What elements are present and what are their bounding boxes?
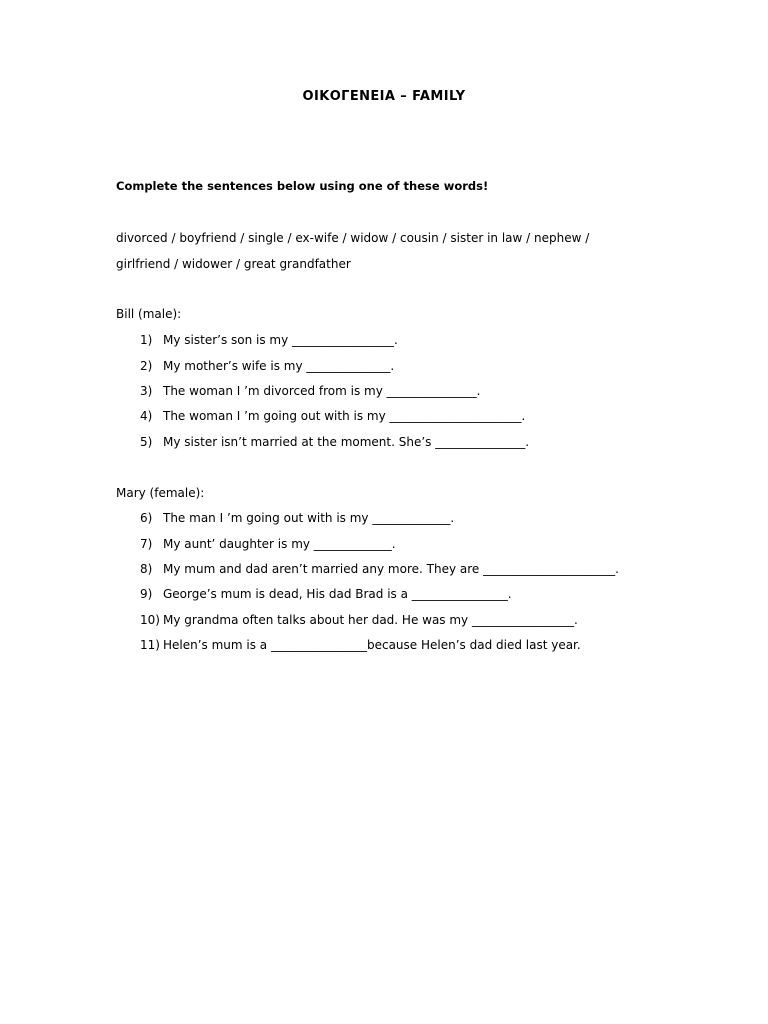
item-sentence: The woman I ’m divorced from is my _______________. — [163, 384, 481, 398]
word-bank-line-1: divorced / boyfriend / single / ex-wife / widow / cousin / sister in law / nephew / — [116, 231, 590, 245]
bill-section-label: Bill (male): — [116, 307, 182, 321]
exercise-item-11 — [140, 638, 581, 652]
item-sentence: My mother’s wife is my ______________. — [163, 359, 395, 373]
exercise-item-5 — [140, 435, 529, 449]
mary-section-label: Mary (female): — [116, 486, 205, 500]
item-number: 10) — [140, 613, 160, 627]
item-number: 6) — [140, 511, 153, 525]
item-number: 1) — [140, 333, 153, 347]
item-number: 8) — [140, 562, 153, 576]
item-sentence: My grandma often talks about her dad. He was my _________________. — [163, 613, 578, 627]
item-sentence: My mum and dad aren’t married any more. They are ______________________. — [163, 562, 619, 576]
item-number: 5) — [140, 435, 153, 449]
item-sentence: Helen’s mum is a ________________because Helen’s dad died last year. — [163, 638, 581, 652]
exercise-item-9 — [140, 587, 512, 601]
item-sentence: George’s mum is dead, His dad Brad is a ________________. — [163, 587, 512, 601]
item-number: 7) — [140, 537, 153, 551]
exercise-item-8 — [140, 562, 619, 576]
item-sentence: My aunt’ daughter is my _____________. — [163, 537, 396, 551]
exercise-item-6 — [140, 511, 454, 525]
exercise-item-10 — [140, 613, 578, 627]
item-sentence: The man I ’m going out with is my _____________. — [163, 511, 455, 525]
item-sentence: The woman I ’m going out with is my ______________________. — [163, 409, 526, 423]
exercise-item-7 — [140, 537, 396, 551]
exercise-item-2 — [140, 359, 394, 373]
item-sentence: My sister isn’t married at the moment. She’s _______________. — [163, 435, 530, 449]
word-bank-line-2: girlfriend / widower / great grandfather — [116, 257, 351, 271]
item-number: 3) — [140, 384, 153, 398]
item-number: 9) — [140, 587, 153, 601]
exercise-item-4 — [140, 409, 525, 423]
exercise-item-3 — [140, 384, 480, 398]
page-title: ΟΙΚΟΓΕΝΕΙΑ – FAMILY — [302, 89, 466, 104]
instruction-text: Complete the sentences below using one of these words! — [116, 179, 489, 193]
item-sentence: My sister’s son is my _________________. — [163, 333, 398, 347]
exercise-item-1 — [140, 333, 398, 347]
item-number: 11) — [140, 638, 160, 652]
item-number: 4) — [140, 409, 153, 423]
item-number: 2) — [140, 359, 153, 373]
